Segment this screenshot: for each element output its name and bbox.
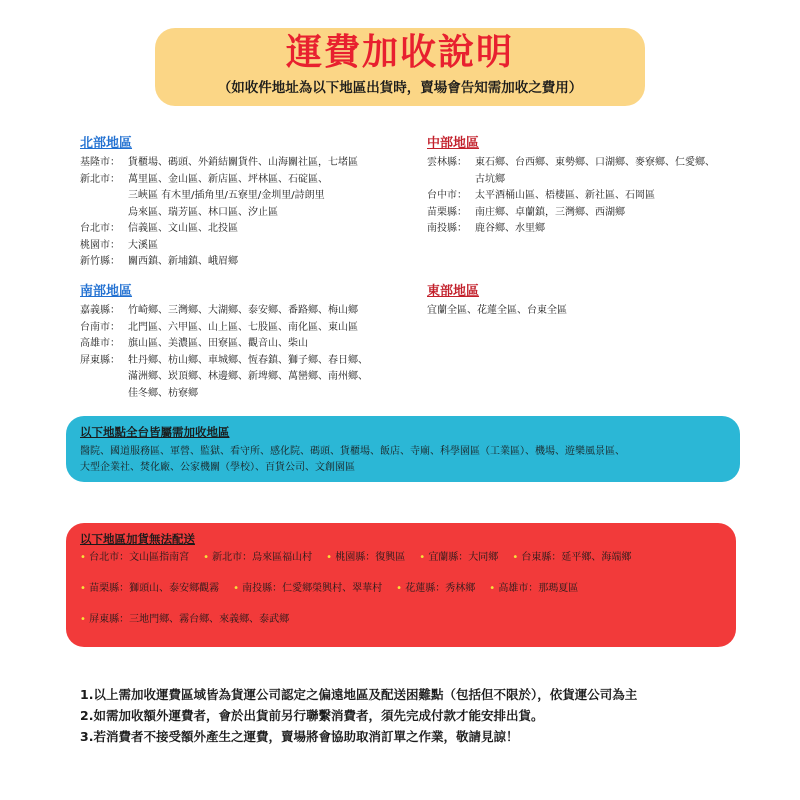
area-list: 宜蘭全區、花蓮全區、台東全區 — [427, 305, 567, 316]
page-title: 運費加收說明 — [285, 32, 514, 73]
surcharge-nationwide-band — [66, 416, 740, 482]
region-row — [80, 386, 368, 403]
note-line: 2.如需加收額外運費者，會於出貨前另行聯繫消費者，須先完成付款才能安排出貨。 — [80, 708, 544, 723]
city-label: 基隆市： — [80, 157, 120, 168]
east-region-title: 東部地區 — [427, 284, 480, 299]
area-list: 三峽區 有木里/插角里/五寮里/金圳里/詩朗里 — [128, 190, 325, 201]
area-list: 關西鎮、新埔鎮、峨眉鄉 — [128, 256, 238, 267]
notes-section — [80, 684, 637, 747]
south-region — [80, 283, 368, 402]
area-list: 牡丹鄉、枋山鄉、車城鄉、恆春鎮、獅子鄉、春日鄉、 — [128, 354, 368, 366]
area-list: 信義區、文山區、北投區 — [128, 223, 238, 234]
cyan-band-line: 大型企業社、焚化廠、公家機關（學校）、百貨公司、文創園區 — [80, 462, 355, 473]
region-row — [427, 221, 715, 238]
region-row — [427, 155, 715, 172]
area-list: 北門區、六甲區、山上區、七股區、南化區、東山區 — [128, 321, 358, 333]
city-label: 高雄市： — [80, 338, 120, 349]
note-line: 3.若消費者不接受額外產生之運費，賣場將會協助取消訂單之作業，敬請見諒！ — [80, 729, 519, 744]
region-row — [80, 172, 358, 189]
cyan-band-title: 以下地點全台皆屬需加收地區 — [80, 425, 230, 439]
no-delivery-row — [80, 613, 724, 627]
region-row — [80, 188, 358, 205]
area-list: 太平酒桶山區、梧棲區、新社區、石岡區 — [475, 190, 655, 201]
region-row — [80, 221, 358, 238]
city-label: 台北市： — [80, 223, 120, 234]
area-list: 大溪區 — [128, 239, 158, 251]
central-region — [427, 135, 715, 238]
no-delivery-item: • 台北市：文山區指南宮 — [80, 551, 189, 565]
area-list: 東石鄉、台西鄉、東勢鄉、口湖鄉、麥寮鄉、仁愛鄉、 — [475, 157, 715, 168]
region-row — [80, 238, 358, 255]
region-row — [80, 320, 368, 337]
region-row — [80, 303, 368, 320]
area-list: 烏來區、瑞芳區、林口區、汐止區 — [128, 206, 278, 218]
region-row — [80, 205, 358, 222]
no-delivery-item: • 桃園縣：復興區 — [326, 551, 405, 565]
red-band-title: 以下地區加貨無法配送 — [80, 532, 195, 546]
region-row — [80, 336, 368, 353]
page-subtitle: （如收件地址為以下地區出貨時，賣場會告知需加收之費用） — [217, 80, 583, 96]
no-delivery-band — [66, 523, 736, 647]
no-delivery-item: • 屏東縣：三地門鄉、霧台鄉、來義鄉、泰武鄉 — [80, 613, 289, 627]
note-line: 1.以上需加收運費區域皆為貨運公司認定之偏遠地區及配送困難點（包括但不限於），依貨運公司為主 — [80, 687, 638, 702]
region-row — [427, 172, 715, 189]
north-region — [80, 135, 358, 271]
no-delivery-item: • 高雄市：那瑪夏區 — [489, 582, 578, 596]
no-delivery-item: • 南投縣：仁愛鄉榮興村、翠華村 — [233, 582, 382, 596]
region-row — [80, 254, 358, 271]
south-region-title: 南部地區 — [80, 284, 133, 299]
region-row — [80, 353, 368, 370]
area-list: 滿洲鄉、崁頂鄉、林邊鄉、新埤鄉、萬巒鄉、南州鄉、 — [128, 371, 368, 382]
region-row — [427, 188, 715, 205]
region-row — [80, 369, 368, 386]
city-label: 嘉義縣： — [80, 305, 120, 316]
city-label: 台南市： — [80, 321, 120, 333]
area-list: 旗山區、美濃區、田寮區、觀音山、柴山 — [128, 338, 308, 349]
east-region — [427, 283, 567, 320]
city-label: 苗栗縣： — [427, 206, 467, 218]
north-region-title: 北部地區 — [80, 136, 133, 151]
region-row — [427, 205, 715, 222]
area-list: 古坑鄉 — [475, 173, 505, 185]
area-list: 萬里區、金山區、新店區、坪林區、石碇區、 — [128, 173, 328, 185]
header-banner — [155, 28, 645, 106]
no-delivery-row — [80, 582, 724, 596]
city-label: 桃園市： — [80, 239, 120, 251]
central-region-title: 中部地區 — [427, 136, 480, 151]
city-label: 南投縣： — [427, 223, 467, 234]
no-delivery-item: • 新北市：烏來區福山村 — [203, 551, 312, 565]
area-list: 鹿谷鄉、水里鄉 — [475, 223, 545, 234]
city-label: 屏東縣： — [80, 354, 120, 366]
area-list: 佳冬鄉、枋寮鄉 — [128, 387, 198, 399]
no-delivery-item: • 花蓮縣：秀林鄉 — [396, 582, 475, 596]
area-list: 貨櫃場、碼頭、外銷結關貨件、山海關社區，七堵區 — [128, 157, 358, 168]
city-label: 新北市： — [80, 173, 120, 185]
no-delivery-item: • 宜蘭縣：大同鄉 — [419, 551, 498, 565]
city-label: 新竹縣： — [80, 256, 120, 267]
city-label: 雲林縣： — [427, 157, 467, 168]
cyan-band-line: 醫院、國道服務區、軍營、監獄、看守所、感化院、碼頭、貨櫃場、飯店、寺廟、科學園區（工業區）、機場、遊樂風景區、 — [80, 446, 625, 457]
no-delivery-item: • 苗栗縣：獅頭山、泰安鄉觀霧 — [80, 582, 219, 596]
region-row — [80, 155, 358, 172]
no-delivery-row — [80, 551, 724, 565]
no-delivery-item: • 台東縣：延平鄉、海端鄉 — [512, 551, 631, 565]
area-list: 竹崎鄉、三灣鄉、大湖鄉、泰安鄉、番路鄉、梅山鄉 — [128, 305, 358, 316]
city-label: 台中市： — [427, 190, 467, 201]
area-list: 南庄鄉、卓蘭鎮，三灣鄉、西湖鄉 — [475, 206, 625, 218]
region-row — [427, 303, 567, 320]
